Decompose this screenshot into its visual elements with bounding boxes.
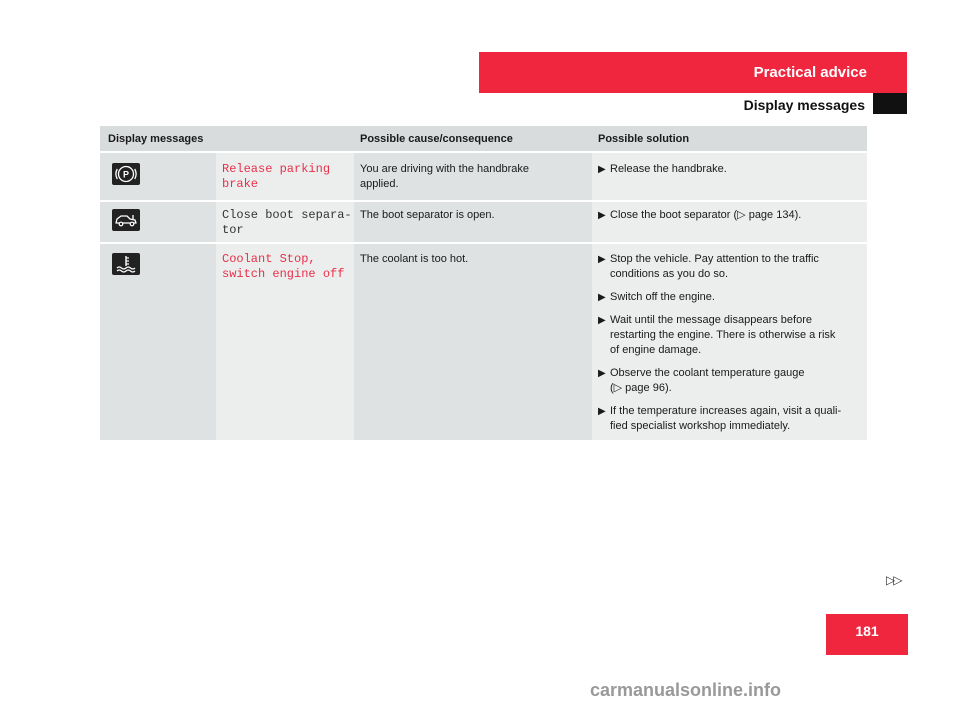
col-header-cause: Possible cause/consequence (360, 133, 513, 145)
message-text: Release parking brake (222, 162, 331, 191)
section-title: Practical advice (753, 64, 867, 81)
col-header-solution: Possible solution (598, 133, 690, 145)
solution-step: ▶ Stop the vehicle. Pay attention to the traffic conditions as you do so. (598, 253, 819, 280)
message-text: Coolant Stop, switch engine off (222, 252, 345, 281)
header-marker (873, 93, 907, 114)
step-arrow-icon: ▶ (598, 368, 606, 379)
solution-step: ▶ Close the boot separator (▷ page 134). (598, 209, 802, 221)
step-arrow-icon: ▶ (598, 406, 606, 417)
cause-text: The coolant is too hot. (360, 253, 469, 265)
watermark: carmanualsonline.info (590, 680, 782, 700)
subsection-title: Display messages (743, 97, 865, 113)
solution-step: ▶ Wait until the message disappears before restarting the engine. There is otherwise a risk of engine damage. (598, 314, 836, 356)
solution-list (598, 162, 868, 185)
solution-step: ▶ Release the handbrake. (598, 163, 727, 175)
continue-marker: ▷▷ (886, 573, 901, 587)
table-header (100, 126, 867, 153)
step-arrow-icon: ▶ (598, 164, 606, 175)
svg-text:P: P (122, 169, 130, 180)
step-arrow-icon: ▶ (598, 315, 606, 326)
step-arrow-icon: ▶ (598, 292, 606, 303)
car-boot-icon (112, 209, 140, 231)
col-header-messages: Display messages (108, 133, 204, 145)
message-text: Close boot separa- tor (222, 208, 352, 237)
step-arrow-icon: ▶ (598, 254, 606, 265)
coolant-temperature-icon (112, 253, 140, 275)
parking-brake-icon (112, 163, 140, 185)
step-arrow-icon: ▶ (598, 210, 606, 221)
display-messages-table (100, 126, 867, 440)
section-header (479, 52, 907, 93)
solution-step: ▶ Observe the coolant temperature gauge (▷ page 96). (598, 367, 805, 394)
solution-step: ▶ Switch off the engine. (598, 291, 715, 303)
solution-list (598, 252, 868, 442)
cause-text: The boot separator is open. (360, 209, 495, 221)
cause-text: You are driving with the handbrake applied. (360, 163, 529, 190)
solution-step: ▶ If the temperature increases again, visit a quali- fied specialist workshop immediately. (598, 405, 842, 432)
page-number: 181 (826, 614, 908, 655)
solution-list (598, 208, 868, 231)
